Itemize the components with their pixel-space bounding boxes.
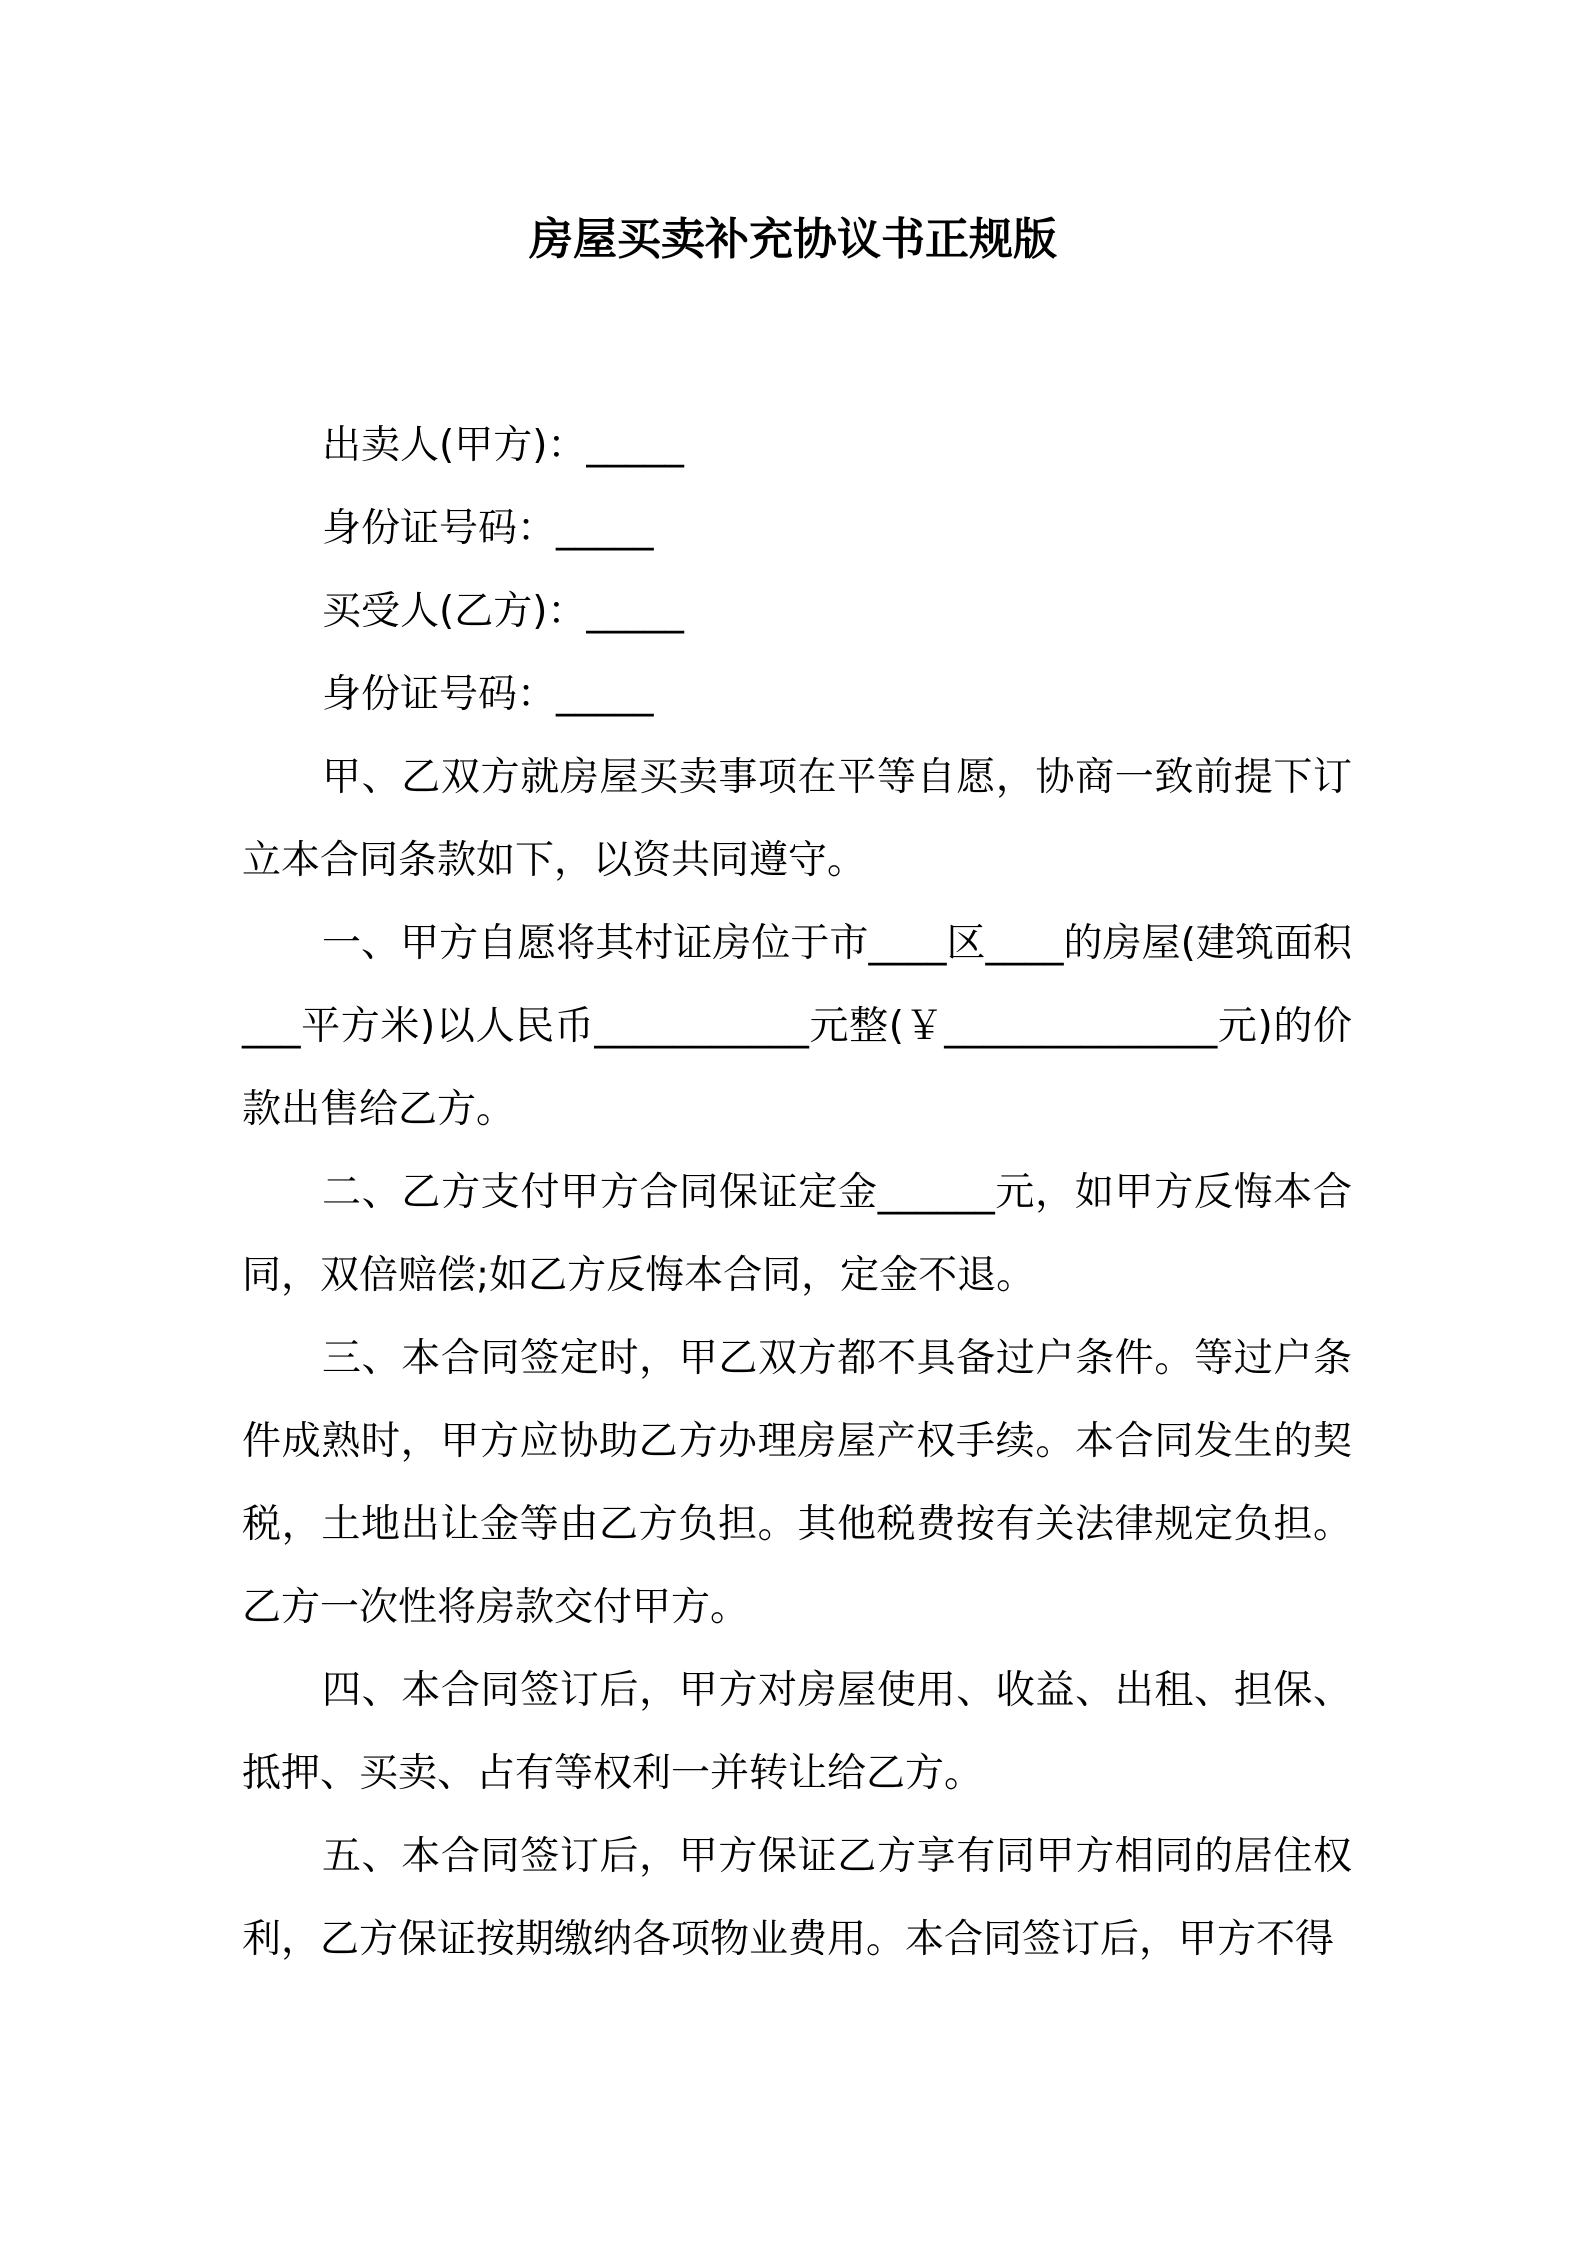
document-body xyxy=(242,404,1352,1981)
buyer-id-field: 身份证号码：_____ xyxy=(322,672,654,717)
clause-5-paragraph: 五、本合同签订后，甲方保证乙方享有同甲方相同的居住权利，乙方保证按期缴纳各项物业费用。本合同签订后，甲方不得 xyxy=(242,1834,1352,1962)
document-title: 房屋买卖补充协议书正规版 xyxy=(529,214,1057,265)
clause-2-paragraph: 二、乙方支付甲方合同保证定金______元，如甲方反悔本合同，双倍赔偿;如乙方反悔本合同，定金不退。 xyxy=(242,1170,1352,1298)
buyer-name-field: 买受人(乙方)：_____ xyxy=(322,589,684,634)
clause-3-paragraph: 三、本合同签定时，甲乙双方都不具备过户条件。等过户条件成熟时，甲方应协助乙方办理房屋产权手续。本合同发生的契税，土地出让金等由乙方负担。其他税费按有关法律规定负担。乙方一次性将房款交付甲方。 xyxy=(242,1336,1352,1630)
preamble-paragraph: 甲、乙双方就房屋买卖事项在平等自愿，协商一致前提下订立本合同条款如下，以资共同遵守。 xyxy=(242,755,1352,883)
seller-name-field: 出卖人(甲方)：_____ xyxy=(322,423,684,468)
clause-1-paragraph: 一、甲方自愿将其村证房位于市____区____的房屋(建筑面积___平方米)以人民币___________元整(￥______________元)的价款出售给乙方。 xyxy=(242,921,1352,1132)
seller-id-field: 身份证号码：_____ xyxy=(322,506,654,551)
clause-4-paragraph: 四、本合同签订后，甲方对房屋使用、收益、出租、担保、抵押、买卖、占有等权利一并转让给乙方。 xyxy=(242,1668,1352,1796)
